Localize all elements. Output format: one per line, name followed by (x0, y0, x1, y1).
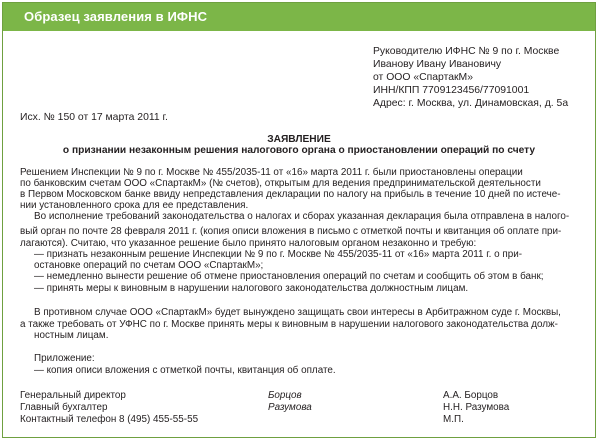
body-line: по банковским счетам ООО «СпартакМ» (№ счетов), открытым для ведения предпринимательской деятельности (20, 178, 541, 189)
header-title: Образец заявления в ИФНС (24, 9, 208, 24)
signer-role: Генеральный директор (20, 390, 126, 401)
body-line: остановке операций по счетам ООО «СпартакМ»; (34, 260, 264, 271)
stamp-mark: М.П. (443, 414, 464, 425)
list-item: — признать незаконным решение Инспекции № 9 по г. Москве № 455/2035-11 от «16» марта 2011 г. о при- (34, 249, 523, 260)
body-line: вый орган по почте 28 февраля 2011 г. (копия описи вложения в письмо с отметкой почты и квитанция об оплате при- (20, 226, 562, 237)
signer-name: Н.Н. Разумова (443, 402, 510, 413)
addressee-line: Адрес: г. Москва, ул. Динамовская, д. 5а (373, 98, 569, 109)
body-line: лагаются). Считаю, что указанное решение было принято налоговым органом незаконно и требую: (20, 238, 477, 249)
attachment-heading: Приложение: (34, 353, 95, 364)
document-subtitle: о признании незаконным решения налогового органа о приостановлении операций по счету (62, 145, 536, 156)
document-title: ЗАЯВЛЕНИЕ (267, 134, 331, 145)
body-line: в Первом Московском банке ввиду непредставления декларации по налогу на прибыль в течение 10 дней по истече- (20, 189, 561, 200)
signer-role: Главный бухгалтер (20, 402, 108, 413)
attachment-item: — копия описи вложения с отметкой почты, квитанция об оплате. (34, 365, 336, 376)
body-line: а также требовать от УФНС по г. Москве принять меры к виновным в нарушении налогового законодательства долж- (20, 319, 558, 330)
body-line: нии установленного срока для ее представления. (20, 200, 249, 211)
signer-name: А.А. Борцов (443, 390, 499, 401)
contact-phone: Контактный телефон 8 (495) 455-55-55 (20, 414, 199, 425)
outgoing-number: Исх. № 150 от 17 марта 2011 г. (20, 112, 168, 123)
list-item: — принять меры к виновным в нарушении налогового законодательства должностным лицам. (34, 283, 469, 294)
addressee-line: Руководителю ИФНС № 9 по г. Москве (373, 46, 560, 57)
application-document (3, 3, 595, 437)
body-line: В противном случае ООО «СпартакМ» будет вынуждено защищать свои интересы в Арбитражном суде г. Москвы, (34, 307, 561, 318)
body-line: ностным лицам. (34, 330, 109, 341)
addressee-line: ИНН/КПП 7709123456/77091001 (373, 85, 530, 96)
signature: Борцов (268, 390, 302, 401)
addressee-line: от ООО «СпартакМ» (373, 72, 473, 83)
list-item: — немедленно вынести решение об отмене приостановления операций по счетам и сообщить об этом в банк; (34, 271, 544, 282)
signature: Разумова (268, 402, 312, 413)
body-line: Решением Инспекции № 9 по г. Москве № 455/2035-11 от «16» марта 2011 г. были приостановлены операции (20, 167, 523, 178)
body-line: Во исполнение требований законодательства о налогах и сборах указанная декларация была отправлена в налого- (34, 211, 570, 222)
addressee-line: Иванову Ивану Ивановичу (373, 59, 502, 70)
document-frame (2, 2, 596, 438)
